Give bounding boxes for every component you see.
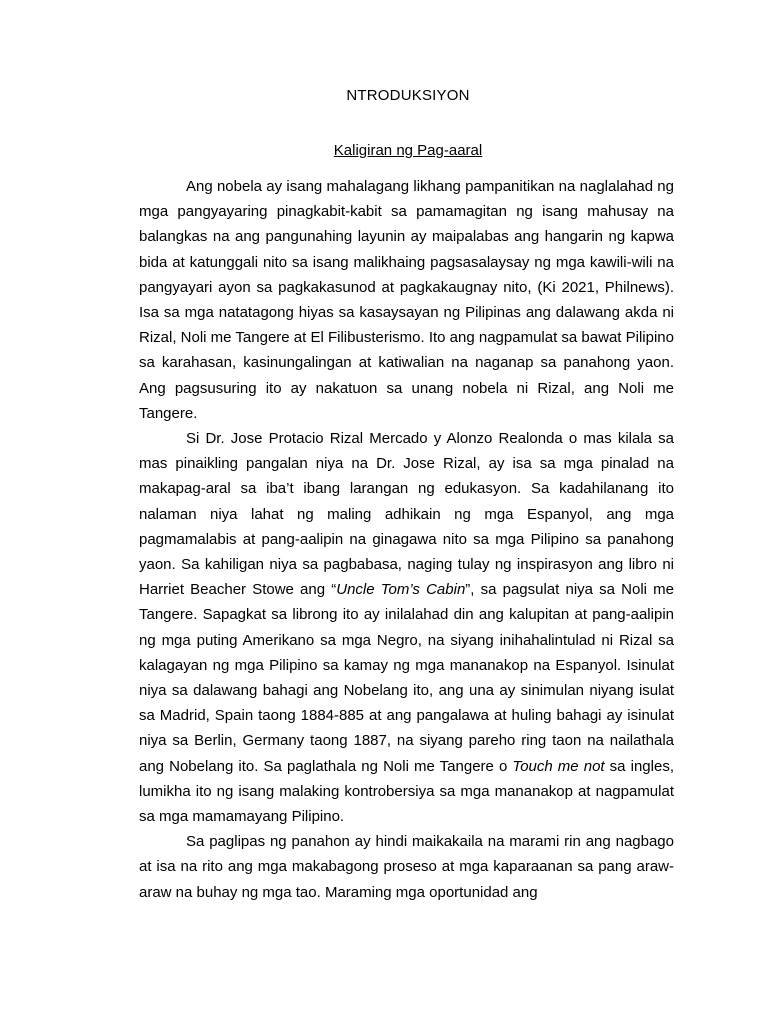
paragraph-text: sa ingles, lumikha ito ng isang malaking kontrobersiya sa mga mananakop at nagpamulat sa mga mamamayang Pilipino.: [139, 757, 674, 826]
paragraph-text: ”, sa pagsulat niya sa Noli me Tangere. Sapagkat sa librong ito ay inilalahad din ang kalupitan at pang-aalipin ng mga puting Amerikano sa mga Negro, na siyang inihahalintulad ni Rizal sa kalagayan ng mga Pilipino sa kamay ng mga mananakop na Espanyol. Isinulat niya sa dalawang bahagi ang Nobelang ito, ang una ay sinimulan niyang isulat sa Madrid, Spain taong 1884-885 at ang pangalawa at huling bahagi ay isinulat niya sa Berlin, Germany taong 1887, na siyang pareho ring taon na nailathala ang Nobelang ito. Sa paglathala ng Noli me Tangere o: [139, 581, 674, 775]
section-heading-text: Kaligiran ng Pag-aaral: [333, 142, 483, 159]
paragraph-text: Sa paglipas ng panahon ay hindi maikakaila na marami rin ang nagbago at isa na rito ang mga makabagong proseso at mga kaparaanan sa pang araw-araw na buhay ng mga tao. Maraming mga oportunidad ang: [139, 833, 674, 901]
translation-italic: Touch me not: [512, 757, 605, 775]
paragraph-text: Si Dr. Jose Protacio Rizal Mercado y Alonzo Realonda o mas kilala sa mas pinaikling pangalan niya na Dr. Jose Rizal, ay isa sa mga pinalad na makapag-aral sa iba’t ibang larangan ng edukasyon. Sa kadahilanang ito nalaman niya lahat ng maling adhikain ng mga Espanyol, ang mga pagmamalabis at pang-aalipin na ginagawa nito sa mga Pilipino sa panahong yaon. Sa kahiligan niya sa pagbabasa, naging tulay ng inspirasyon ang libro ni Harriet Beacher Stowe ang “: [139, 430, 674, 599]
paragraph-3: [139, 829, 674, 905]
document-title: NTRODUKSIYON: [346, 87, 470, 104]
section-heading: [0, 142, 768, 159]
paragraph-2: [139, 426, 674, 829]
paragraph-1: [139, 174, 674, 426]
paragraph-text: Ang nobela ay isang mahalagang likhang pampanitikan na naglalahad ng mga pangyayaring pinagkabit-kabit sa pamamagitan ng isang mahusay na balangkas na ang pangunahing layunin ay maipalabas ang hangarin ng kapwa bida at katunggali nito sa isang malikhaing pagsasalaysay ng mga kawili-wili na pangyayari ayon sa pagkakasunod at pagkakaugnay nito, (Ki 2021, Philnews). Isa sa mga natatagong hiyas sa kasaysayan ng Pilipinas ang dalawang akda ni Rizal, Noli me Tangere at El Filibusterismo. Ito ang nagpamulat sa bawat Pilipino sa karahasan, kasinungalingan at katiwalian na naganap sa panahong yaon. Ang pagsusuring ito ay nakatuon sa unang nobela ni Rizal, ang Noli me Tangere.: [139, 178, 674, 422]
body-text: [139, 174, 674, 905]
book-title-italic: Uncle Tom’s Cabin: [336, 581, 466, 599]
